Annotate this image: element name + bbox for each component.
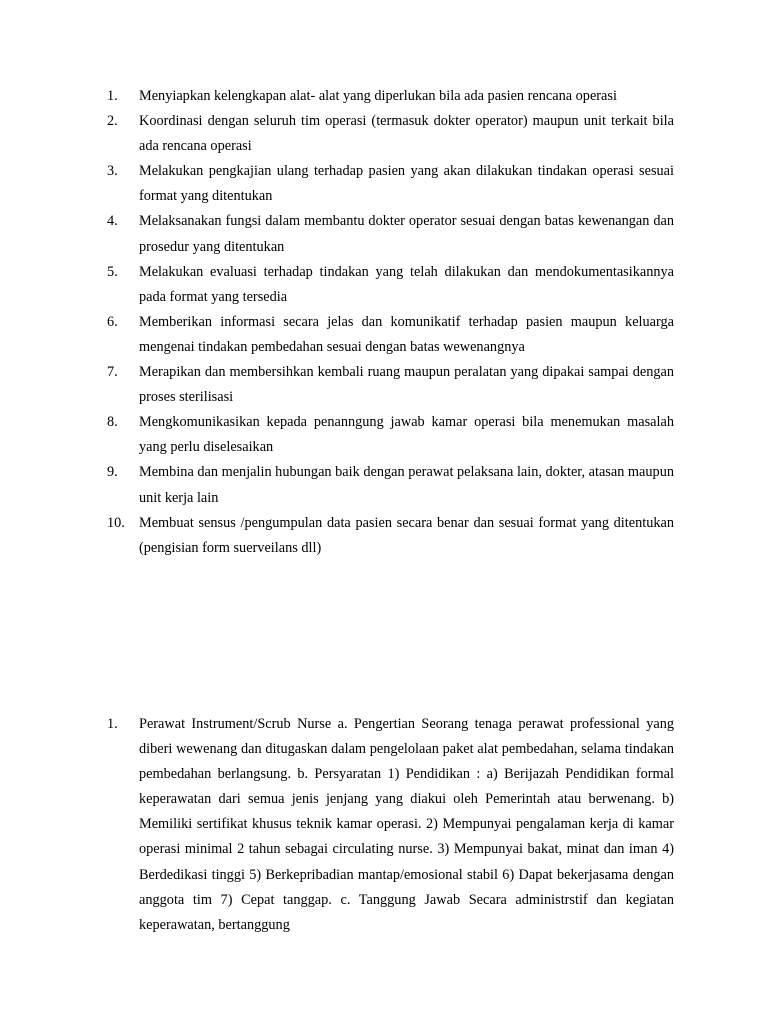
list-item bbox=[107, 209, 674, 259]
list-number: 7. bbox=[107, 364, 118, 381]
list-number: 8. bbox=[107, 414, 118, 431]
list-number: 9. bbox=[107, 464, 118, 481]
list-item bbox=[107, 159, 674, 209]
list-text: Perawat Instrument/Scrub Nurse a. Pengertian Seorang tenaga perawat professional yang diberi wewenang dan ditugaskan dalam pengelolaan paket alat pembedahan, selama tindakan pembedahan berlangsung. b. Persyaratan 1) Pendidikan : a) Berijazah Pendidikan formal keperawatan dari semua jenis jenjang yang diakui oleh Pemerintah atau berwenang. b) Memiliki sertifikat khusus teknik kamar operasi. 2) Mempunyai pengalaman kerja di kamar operasi minimal 2 tahun sebagai circulating nurse. 3) Mempunyai bakat, minat dan iman 4) Berdedikasi tinggi 5) Berkepribadian mantap/emosional stabil 6) Dapat bekerjasama dengan anggota tim 7) Cepat tanggap. c. Tanggung Jawab Secara administrstif dan kegiatan keperawatan, bertanggung bbox=[139, 716, 674, 933]
list-text: Melakukan evaluasi terhadap tindakan yang telah dilakukan dan mendokumentasikannya pada format yang tersedia bbox=[139, 263, 674, 305]
list-number: 3. bbox=[107, 163, 118, 180]
list-text: Menyiapkan kelengkapan alat- alat yang diperlukan bila ada pasien rencana operasi bbox=[139, 88, 617, 104]
list-number: 4. bbox=[107, 213, 118, 230]
list-number: 10. bbox=[107, 514, 125, 531]
list-number: 1. bbox=[107, 716, 118, 732]
list-item bbox=[107, 410, 674, 460]
list-text: Merapikan dan membersihkan kembali ruang maupun peralatan yang dipakai sampai dengan proses sterilisasi bbox=[139, 364, 674, 406]
list-item bbox=[107, 84, 674, 109]
duties-list bbox=[107, 84, 674, 561]
list-number: 1. bbox=[107, 88, 118, 104]
list-item bbox=[107, 460, 674, 510]
list-text: Melakukan pengkajian ulang terhadap pasien yang akan dilakukan tindakan operasi sesuai format yang ditentukan bbox=[139, 163, 674, 205]
list-number: 5. bbox=[107, 263, 118, 280]
list-item bbox=[107, 360, 674, 410]
list-text: Memberikan informasi secara jelas dan komunikatif terhadap pasien maupun keluarga mengenai tindakan pembedahan sesuai dengan batas wewenangnya bbox=[139, 313, 674, 355]
list-item bbox=[107, 712, 674, 938]
list-item bbox=[107, 310, 674, 360]
list-text: Koordinasi dengan seluruh tim operasi (termasuk dokter operator) maupun unit terkait bila ada rencana operasi bbox=[139, 113, 674, 155]
list-text: Mengkomunikasikan kepada penanngung jawab kamar operasi bila menemukan masalah yang perlu diselesaikan bbox=[139, 414, 674, 456]
list-item bbox=[107, 511, 674, 561]
scrub-nurse-list bbox=[107, 712, 674, 938]
list-item bbox=[107, 109, 674, 159]
list-text: Melaksanakan fungsi dalam membantu dokter operator sesuai dengan batas kewenangan dan prosedur yang ditentukan bbox=[139, 213, 674, 255]
list-item bbox=[107, 260, 674, 310]
list-text: Membuat sensus /pengumpulan data pasien secara benar dan sesuai format yang ditentukan (pengisian form suerveilans dll) bbox=[139, 514, 674, 556]
list-number: 6. bbox=[107, 313, 118, 330]
list-number: 2. bbox=[107, 113, 118, 130]
list-text: Membina dan menjalin hubungan baik dengan perawat pelaksana lain, dokter, atasan maupun unit kerja lain bbox=[139, 464, 674, 506]
